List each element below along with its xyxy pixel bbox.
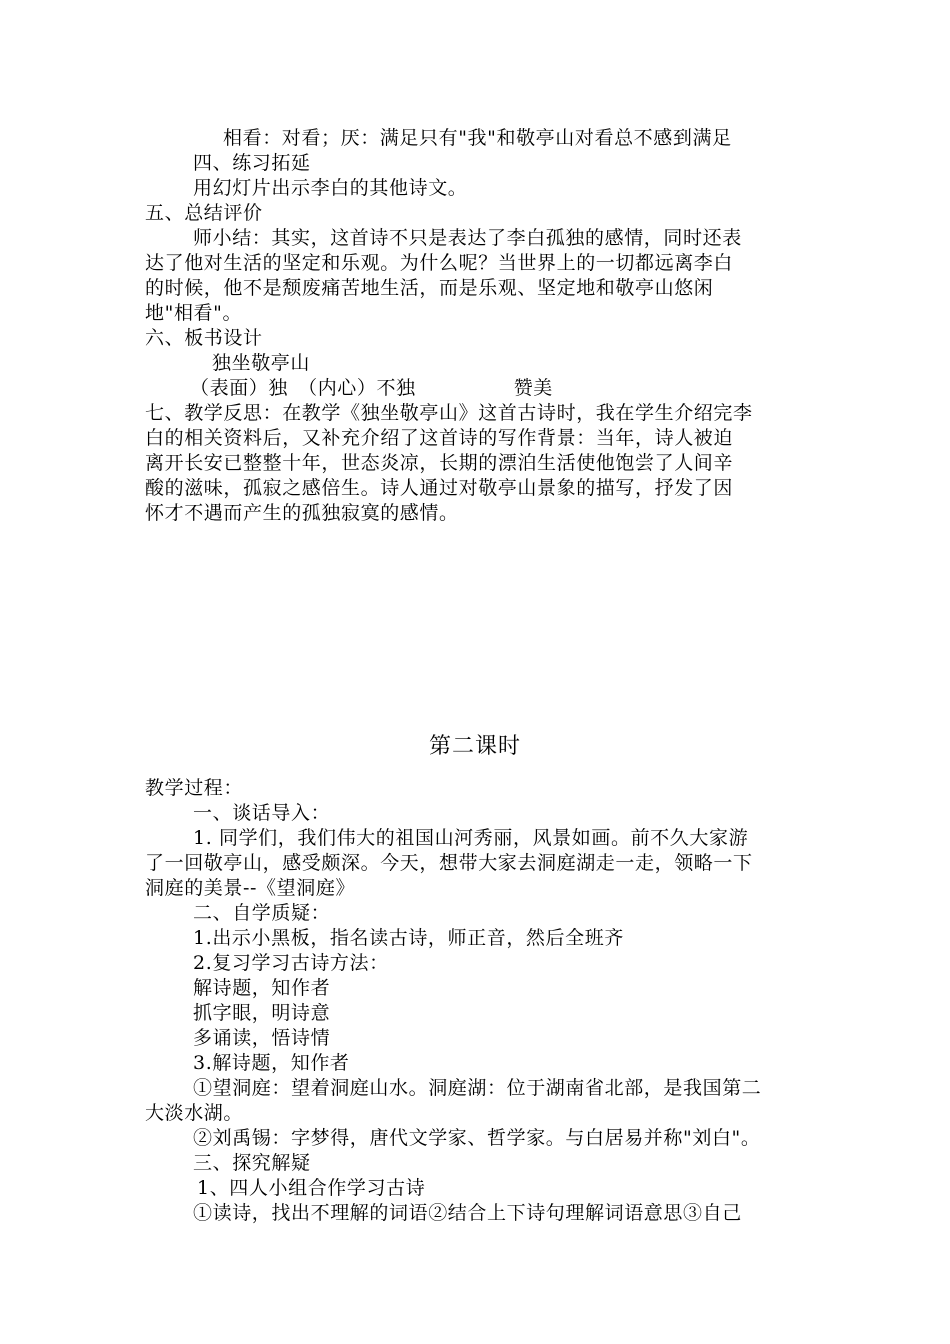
paragraph-line: 离开长安已整整十年，世态炎凉，长期的漂泊生活使他饱尝了人间辛 [145,452,734,474]
paragraph-line: ①读诗，找出不理解的词语②结合上下诗句理解词语意思③自己 [193,1202,742,1224]
paragraph-line: 大淡水湖。 [145,1102,244,1124]
section-heading-reflection: 七、教学反思：在教学《独坐敬亭山》这首古诗时，我在学生介绍完李 [145,402,753,424]
section-heading-board: 六、板书设计 [145,327,263,349]
section-heading-practice: 四、练习拓延 [193,152,311,174]
definition-line: 相看：对看；厌：满足只有"我"和敬亭山对看总不感到满足 [223,127,732,149]
paragraph-line: 酸的滋味，孤寂之感倍生。诗人通过对敬亭山景象的描写，抒发了因 [145,477,734,499]
paragraph-line: 用幻灯片出示李白的其他诗文。 [193,177,468,199]
board-title: 独坐敬亭山 [212,352,311,374]
method-line: 解诗题，知作者 [193,977,331,999]
section-heading-selfstudy: 二、自学质疑： [193,902,331,924]
paragraph-line: 地"相看"。 [145,302,243,324]
paragraph-line: 的时候，他不是颓废痛苦地生活，而是乐观、坚定地和敬亭山悠闲 [145,277,714,299]
board-content: （表面）独 （内心）不独 赞美 [190,377,553,399]
method-line: 多诵读，悟诗情 [193,1027,331,1049]
paragraph-line: ②刘禹锡：字梦得，唐代文学家、哲学家。与白居易并称"刘白"。 [193,1127,761,1149]
paragraph-line: 1.出示小黑板，指名读古诗，师正音，然后全班齐 [193,927,624,949]
section-heading-explore: 三、探究解疑 [193,1152,311,1174]
paragraph-line: 3.解诗题，知作者 [193,1052,350,1074]
method-line: 抓字眼，明诗意 [193,1002,331,1024]
paragraph-line: 了一回敬亭山，感受颇深。今天，想带大家去洞庭湖走一走，领略一下 [145,852,753,874]
paragraph-line: 洞庭的美景--《望洞庭》 [145,877,356,899]
paragraph-line: 1、四人小组合作学习古诗 [197,1177,426,1199]
paragraph-line: 师小结：其实，这首诗不只是表达了李白孤独的感情，同时还表 [193,227,742,249]
lesson-title: 第二课时 [428,734,521,759]
paragraph-line: 怀才不遇而产生的孤独寂寞的感情。 [145,502,459,524]
paragraph-line: ①望洞庭：望着洞庭山水。洞庭湖：位于湖南省北部，是我国第二 [193,1077,762,1099]
paragraph-line: 1. 同学们，我们伟大的祖国山河秀丽，风景如画。前不久大家游 [193,827,749,849]
process-heading: 教学过程： [145,777,244,799]
section-heading-intro: 一、谈话导入： [193,802,331,824]
paragraph-line: 2.复习学习古诗方法： [193,952,389,974]
section-heading-summary: 五、总结评价 [145,202,263,224]
paragraph-line: 白的相关资料后，又补充介绍了这首诗的写作背景：当年，诗人被迫 [145,427,734,449]
paragraph-line: 达了他对生活的坚定和乐观。为什么呢？当世界上的一切都远离李白 [145,252,734,274]
